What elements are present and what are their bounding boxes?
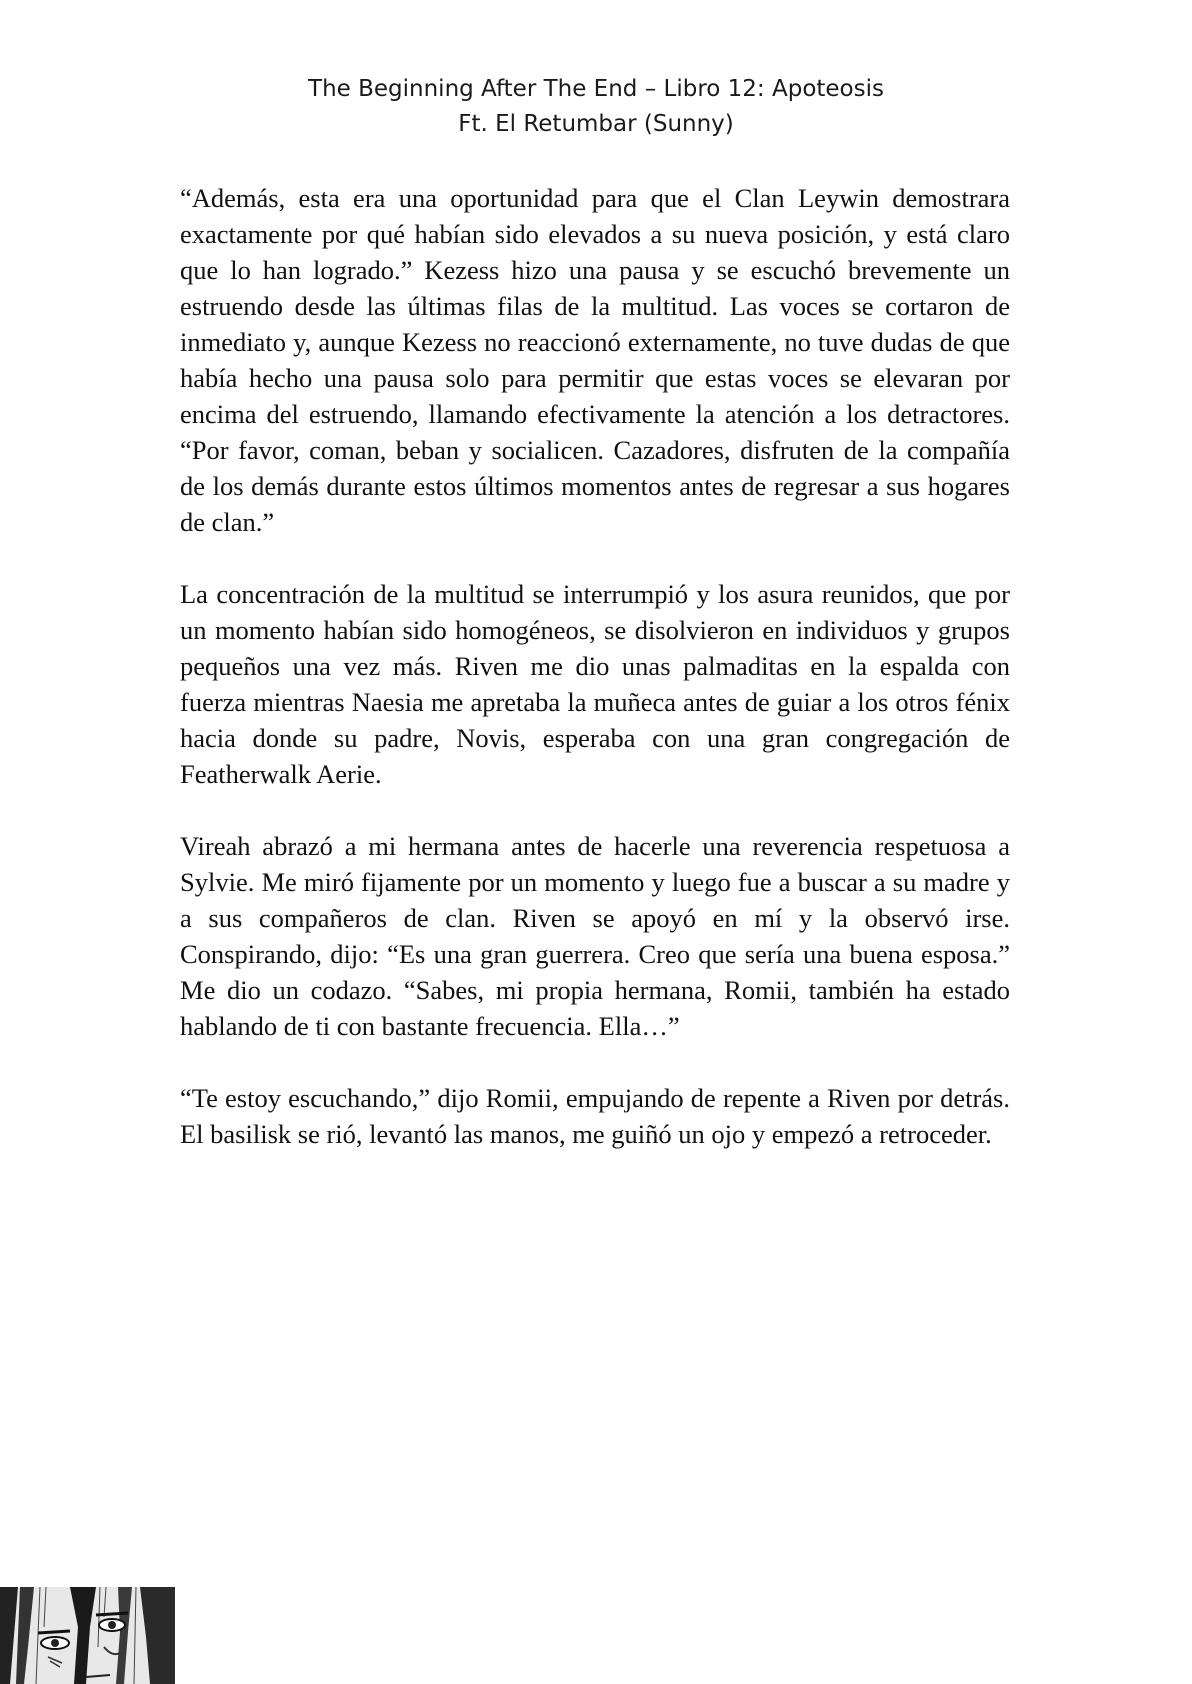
corner-illustration xyxy=(0,1587,175,1684)
manga-face-image xyxy=(0,1587,175,1684)
paragraph: La concentración de la multitud se interrumpió y los asura reunidos, que por un momento habían sido homogéneos, se disolvieron en individuos y grupos pequeños una vez más. Riven me dio unas palmaditas en la espalda con fuerza mientras Naesia me apretaba la muñeca antes de guiar a los otros fénix hacia donde su padre, Novis, esperaba con una gran congregación de Featherwalk Aerie. xyxy=(180,579,1010,789)
paragraph: “Te estoy escuchando,” dijo Romii, empujando de repente a Riven por detrás. El basilisk se rió, levantó las manos, me guiñó un ojo y empezó a retroceder. xyxy=(180,1083,1010,1149)
page-header xyxy=(0,72,1192,142)
body-text xyxy=(180,180,1010,1188)
paragraph: Vireah abrazó a mi hermana antes de hacerle una reverencia respetuosa a Sylvie. Me miró fijamente por un momento y luego fue a buscar a su madre y a sus compañeros de clan. Riven se apoyó en mí y la observó irse. Conspirando, dijo: “Es una gran guerrera. Creo que sería una buena esposa.” Me dio un codazo. “Sabes, mi propia hermana, Romii, también ha estado hablando de ti con bastante frecuencia. Ella…” xyxy=(180,831,1010,1041)
paragraph: “Además, esta era una oportunidad para que el Clan Leywin demostrara exactamente por qué habían sido elevados a su nueva posición, y está claro que lo han logrado.” Kezess hizo una pausa y se escuchó brevemente un estruendo desde las últimas filas de la multitud. Las voces se cortaron de inmediato y, aunque Kezess no reaccionó externamente, no tuve dudas de que había hecho una pausa solo para permitir que estas voces se elevaran por encima del estruendo, llamando efectivamente la atención a los detractores. “Por favor, coman, beban y socialicen. Cazadores, disfruten de la compañía de los demás durante estos últimos momentos antes de regresar a sus hogares de clan.” xyxy=(180,183,1010,537)
header-title: The Beginning After The End – Libro 12: Apoteosis xyxy=(308,76,884,102)
header-credit: Ft. El Retumbar (Sunny) xyxy=(458,111,734,137)
